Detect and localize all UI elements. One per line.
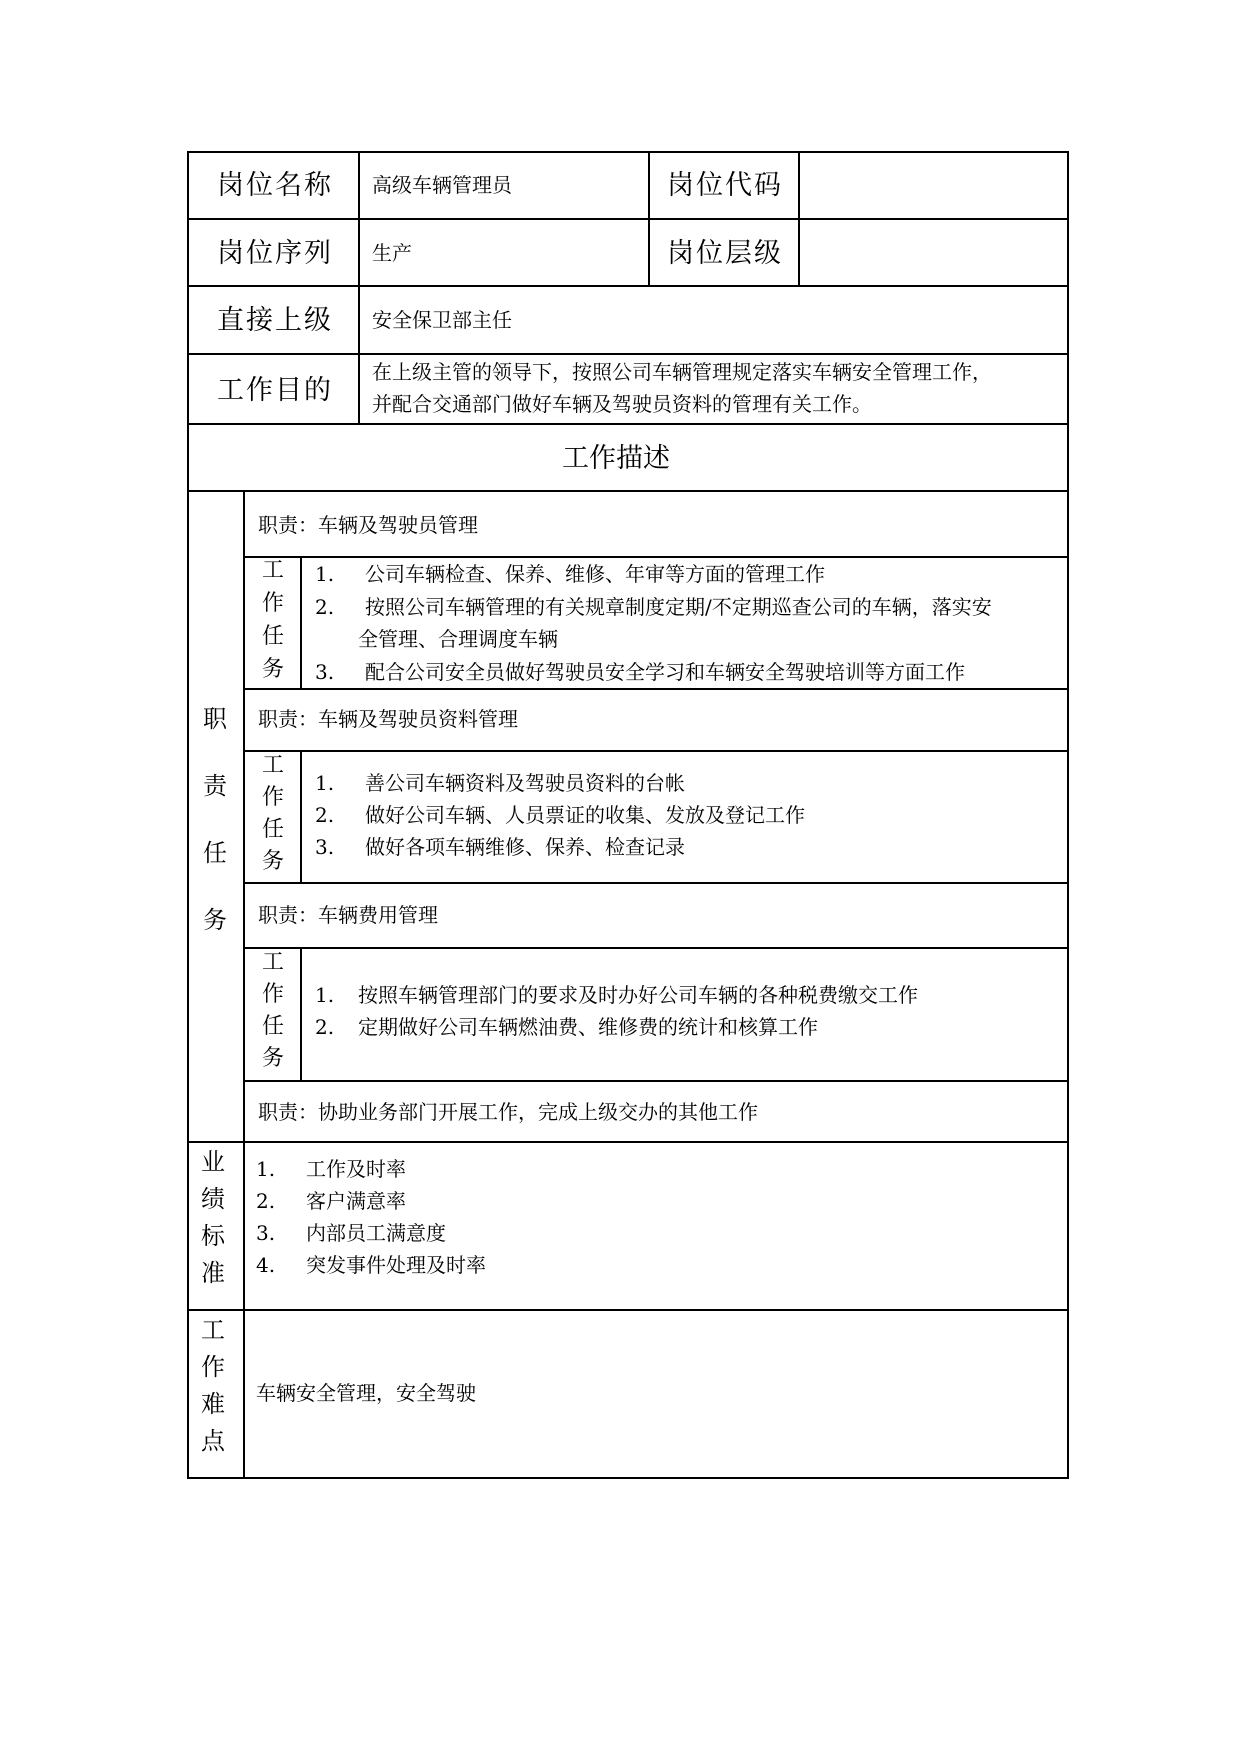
task-column-char: 任 (261, 1014, 284, 1039)
difficulty-text: 车辆安全管理，安全驾驶 (256, 1381, 476, 1405)
task-column-label (258, 952, 288, 1080)
task-number: 3. (315, 660, 335, 684)
performance-item-number: 3. (256, 1221, 276, 1245)
task-column-char: 任 (261, 624, 284, 649)
difficulty-label (198, 1318, 228, 1466)
row-divider (243, 556, 1069, 558)
column-divider (798, 151, 800, 285)
superior-label: 直接上级 (217, 305, 333, 336)
performance-item-number: 4. (256, 1253, 276, 1277)
difficulty-label-char: 作 (201, 1353, 225, 1381)
position-name-label: 岗位名称 (217, 170, 333, 201)
difficulty-label-char: 难 (201, 1390, 225, 1418)
task-text: 配合公司安全员做好驾驶员安全学习和车辆安全驾驶培训等方面工作 (365, 660, 965, 684)
performance-item-number: 2. (256, 1189, 276, 1213)
position-series-label: 岗位序列 (217, 238, 333, 269)
duty-column-char: 务 (203, 906, 227, 934)
row-divider (187, 218, 1069, 220)
task-number: 1. (315, 562, 335, 586)
performance-label-char: 绩 (201, 1185, 225, 1213)
column-divider (648, 151, 650, 285)
task-column-char: 务 (261, 657, 284, 682)
task-column-char: 任 (261, 817, 284, 842)
performance-item-text: 突发事件处理及时率 (306, 1253, 486, 1277)
task-number: 1. (315, 771, 335, 795)
position-name-value: 高级车辆管理员 (372, 173, 512, 197)
performance-item-text: 工作及时率 (306, 1157, 406, 1181)
task-column-char: 作 (261, 982, 284, 1007)
duty-heading: 职责：车辆费用管理 (258, 903, 438, 927)
task-number: 2. (315, 803, 335, 827)
purpose-text-line: 并配合交通部门做好车辆及驾驶员资料的管理有关工作。 (372, 392, 872, 416)
performance-label-char: 准 (201, 1259, 225, 1287)
position-code-label: 岗位代码 (667, 170, 783, 201)
row-divider (187, 1141, 1069, 1143)
task-text: 公司车辆检查、保养、维修、年审等方面的管理工作 (365, 562, 825, 586)
difficulty-label-char: 工 (201, 1316, 225, 1344)
superior-value: 安全保卫部主任 (372, 308, 512, 332)
duty-column-char: 职 (203, 705, 227, 733)
purpose-label: 工作目的 (217, 375, 333, 406)
performance-label-char: 业 (201, 1148, 225, 1176)
row-divider (243, 688, 1069, 690)
column-divider (358, 151, 360, 423)
task-column-label (258, 755, 288, 883)
row-divider (243, 882, 1069, 884)
work-description-title: 工作描述 (562, 443, 670, 474)
duty-heading: 职责：车辆及驾驶员资料管理 (258, 707, 518, 731)
row-divider (187, 353, 1069, 355)
row-divider (187, 490, 1069, 492)
task-text: 善公司车辆资料及驾驶员资料的台帐 (365, 771, 685, 795)
task-column-char: 工 (261, 558, 284, 583)
task-column-char: 作 (261, 785, 284, 810)
row-divider (243, 947, 1069, 949)
row-divider (243, 750, 1069, 752)
task-column-char: 务 (261, 1046, 284, 1071)
column-divider (243, 490, 245, 1479)
column-divider (300, 947, 302, 1080)
difficulty-label-char: 点 (201, 1427, 225, 1455)
task-column-char: 工 (261, 753, 284, 778)
task-text: 按照公司车辆管理的有关规章制度定期/不定期巡查公司的车辆，落实安 (365, 595, 992, 619)
purpose-text-line: 在上级主管的领导下，按照公司车辆管理规定落实车辆安全管理工作， (372, 360, 992, 384)
performance-item-text: 内部员工满意度 (306, 1221, 446, 1245)
task-text: 做好公司车辆、人员票证的收集、发放及登记工作 (365, 803, 805, 827)
task-text-continuation: 全管理、合理调度车辆 (358, 627, 558, 651)
duty-heading: 职责：协助业务部门开展工作，完成上级交办的其他工作 (258, 1100, 758, 1124)
task-number: 2. (315, 1015, 335, 1039)
task-text: 定期做好公司车辆燃油费、维修费的统计和核算工作 (358, 1015, 818, 1039)
position-level-label: 岗位层级 (667, 238, 783, 269)
duty-column-char: 责 (203, 772, 227, 800)
column-divider (300, 556, 302, 688)
duty-column-label (200, 707, 230, 975)
task-column-char: 作 (261, 591, 284, 616)
row-divider (187, 285, 1069, 287)
performance-item-number: 1. (256, 1157, 276, 1181)
task-column-label (258, 560, 288, 692)
task-number: 1. (315, 983, 335, 1007)
row-divider (243, 1080, 1069, 1082)
task-number: 3. (315, 835, 335, 859)
duty-column-char: 任 (203, 839, 227, 867)
duty-heading: 职责：车辆及驾驶员管理 (258, 513, 478, 537)
row-divider (187, 423, 1069, 425)
performance-item-text: 客户满意率 (306, 1189, 406, 1213)
task-number: 2. (315, 595, 335, 619)
performance-label (198, 1150, 228, 1298)
row-divider (187, 1309, 1069, 1311)
task-text: 做好各项车辆维修、保养、检查记录 (365, 835, 685, 859)
task-column-char: 工 (261, 950, 284, 975)
task-text: 按照车辆管理部门的要求及时办好公司车辆的各种税费缴交工作 (358, 983, 918, 1007)
column-divider (300, 750, 302, 882)
performance-label-char: 标 (201, 1222, 225, 1250)
position-series-value: 生产 (372, 241, 412, 265)
task-column-char: 务 (261, 849, 284, 874)
